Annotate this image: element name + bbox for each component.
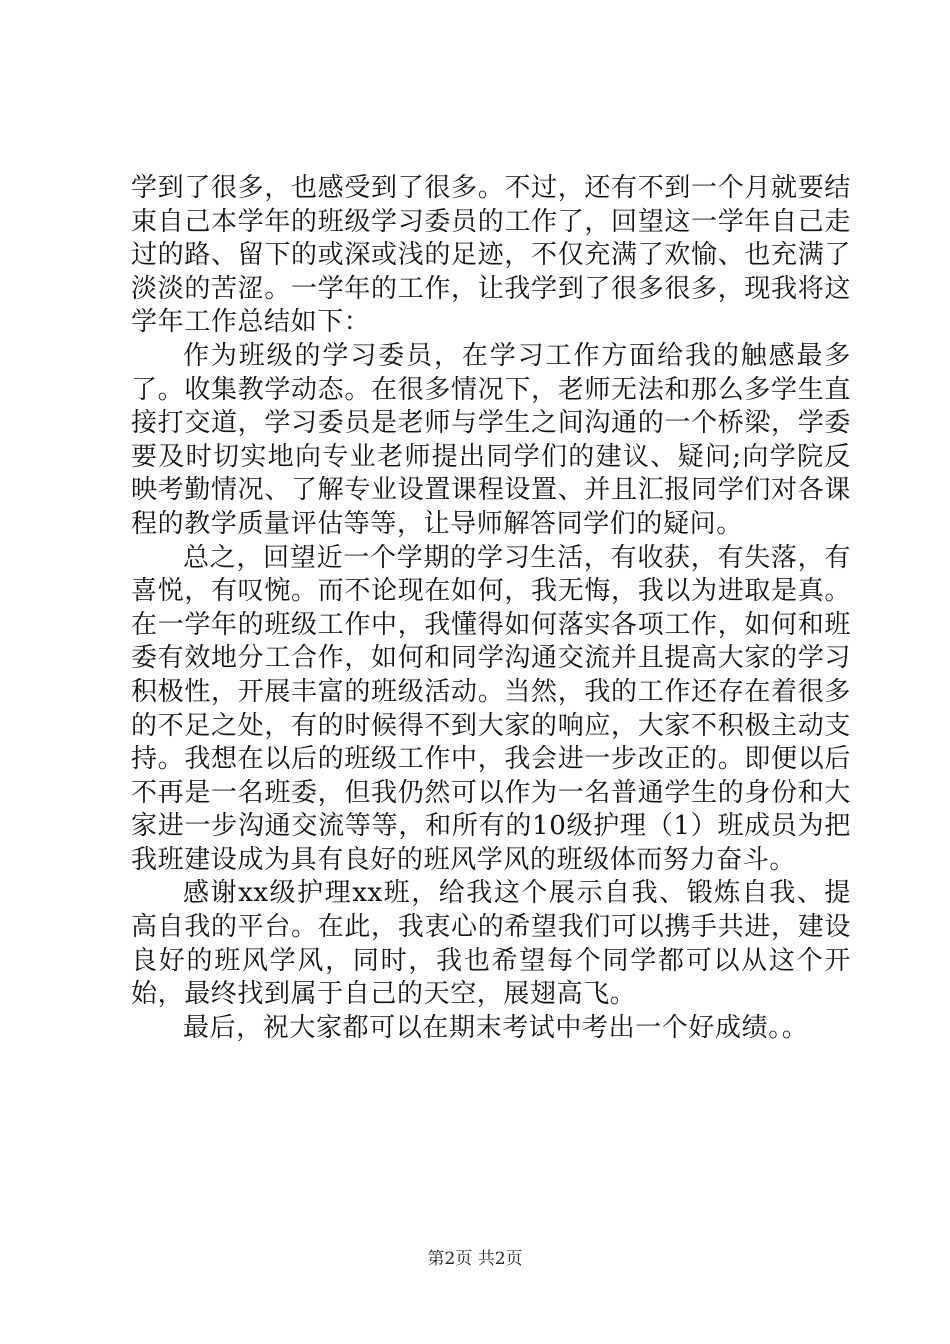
paragraph-1: 学到了很多，也感受到了很多。不过，还有不到一个月就要结束自己本学年的班级学习委员的工作了，回望这一学年自己走过的路、留下的或深或浅的足迹，不仅充满了欢愉、也充满了淡淡的苦涩。一学年的工作，让我学到了很多很多，现我将这学年工作总结如下： bbox=[131, 173, 851, 338]
page-footer bbox=[0, 1244, 950, 1269]
document-body bbox=[131, 172, 851, 1045]
paragraph-2: 作为班级的学习委员，在学习工作方面给我的触感最多了。收集教学动态。在很多情况下，老师无法和那么多学生直接打交道，学习委员是老师与学生之间沟通的一个桥梁，学委要及时切实地向专业老师提出同学们的建议、疑问;向学院反映考勤情况、了解专业设置课程设置、并且汇报同学们对各课程的教学质量评估等等，让导师解答同学们的疑问。 bbox=[131, 340, 851, 539]
paragraph-5: 最后，祝大家都可以在期末考试中考出一个好成绩。。 bbox=[183, 1012, 809, 1043]
paragraph-3: 总之，回望近一个学期的学习生活，有收获，有失落，有喜悦，有叹惋。而不论现在如何，我无悔，我以为进取是真。在一学年的班级工作中，我懂得如何落实各项工作，如何和班委有效地分工合作，如何和同学沟通交流并且提高大家的学习积极性，开展丰富的班级活动。当然，我的工作还存在着很多的不足之处，有的时候得不到大家的响应，大家不积极主动支持。我想在以后的班级工作中，我会进一步改正的。即便以后不再是一名班委，但我仍然可以作为一名普通学生的身份和大家进一步沟通交流等等，和所有的10级护理（1）班成员为把我班建设成为具有良好的班风学风的班级体而努力奋斗。 bbox=[131, 542, 851, 875]
paragraph-4: 感谢xx级护理xx班，给我这个展示自我、锻炼自我、提高自我的平台。在此，我衷心的希望我们可以携手共进，建设良好的班风学风，同时，我也希望每个同学都可以从这个开始，最终找到属于自己的天空，展翅高飞。 bbox=[131, 878, 851, 1010]
page-number-label: 第2页 共2页 bbox=[427, 1249, 523, 1269]
